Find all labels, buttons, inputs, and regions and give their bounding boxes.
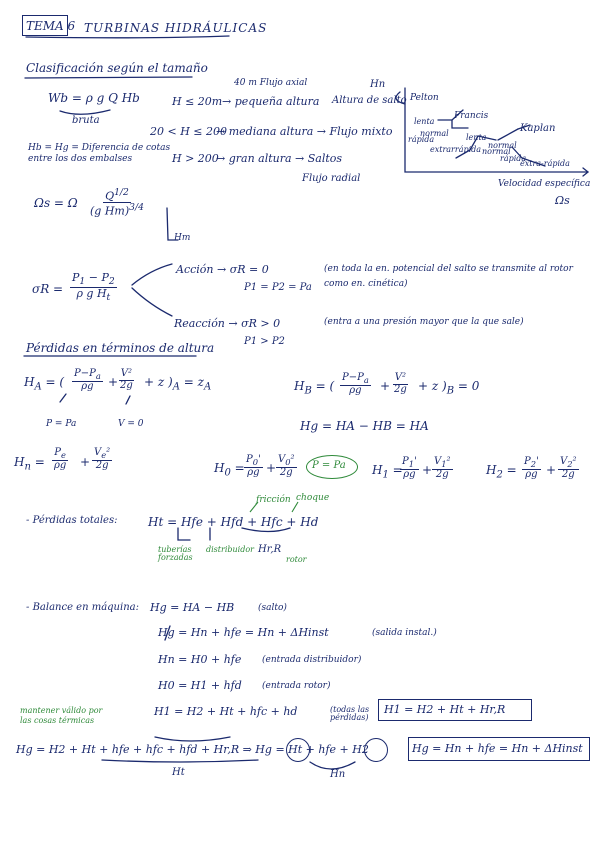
graph-y-axis-label: Hn [370,79,386,90]
ha-frac-1-num: $P-P_a$ [74,368,101,381]
h1-frac-1-num: $P_1'$ [402,456,417,469]
p-eq-pa-label: P = Pa [312,460,346,471]
omega-sub: Hm [174,233,191,243]
annot-choque: choque [296,493,330,503]
hn-frac-1-den: ρg [54,459,67,471]
graph-label-kaplan: Kaplan [520,123,556,134]
bruta-label: bruta [72,115,100,126]
h0-frac-2-den: 2g [279,466,293,478]
h0-lhs: $H_0$ = [214,461,245,479]
ha-sub-1: P = Pa [46,419,77,429]
h1-frac-1-den: ρg [403,468,416,480]
hb-frac-1 [340,373,371,396]
omega-s-lhs: Ωs = Ω [34,196,78,210]
annot-hr: Hr,R [258,544,282,555]
h2-circle [364,738,388,762]
annot-friccion: fricción [256,495,291,505]
hn-frac-2-num: $V_e^2$ [94,447,111,460]
balance-line-4: H0 = H1 + hfd [158,679,242,692]
hn-frac-1-num: $P_e$ [54,447,66,460]
hn-plus: + [80,455,91,469]
omega-den: (g Hm)$^{3/4}$ [90,202,144,218]
hb-definition: Hb = Hg = Diferencia de cotas entre los dos embalses [28,143,171,165]
hb-frac-2-den: 2g [394,383,407,395]
ha-frac-2 [118,369,135,391]
annot-tuberias: tuberías forzadas [158,545,193,562]
omega-s-fraction [88,188,146,217]
accion-sub: P1 = P2 = Pa [244,282,312,293]
balance-line-1-note: (salto) [258,603,287,613]
graph-x-axis-label: Velocidad específica [498,179,591,189]
hg-eq: Hg = HA − HB = HA [300,419,429,433]
hb-frac-2 [392,373,409,395]
sigma-num: $P_1 - P_2$ [72,271,115,288]
hb-lhs: $H_B$ = ( [294,379,335,397]
h2-frac-1 [522,457,541,480]
h0-frac-2 [276,455,297,478]
h0-frac-2-num: $V_0^2$ [278,454,295,467]
omega-num: $Q^{1/2}$ [105,187,129,203]
balance-line-1: Hg = HA − HB [150,601,235,614]
section-heading-clasificacion: Clasificación según el tamaño [26,61,208,75]
side-note: mantener válido por las cosas térmicas [20,706,103,726]
h2-frac-2-den: 2g [561,468,575,480]
hb-frac-1-num: $P-P_a$ [342,372,369,385]
balance-line-5: H1 = H2 + Ht + hfc + hd [154,705,298,718]
balance-line-3: Hn = H0 + hfe [158,653,242,666]
graph-label-normal: normal [420,129,449,138]
final-sub-ht: Ht [172,767,185,778]
graph-label-extrarrapida-2: extra-rápida [520,159,570,168]
hn-frac-2 [92,448,112,471]
h1-frac-1 [400,457,419,480]
h2-plus: + [546,463,557,477]
h2-lhs: $H_2$ = [486,463,517,481]
hn-lhs: $H_n$ = [14,455,45,473]
graph-label-normal-3: normal [488,141,517,150]
h0-frac-1-num: $P_0'$ [246,454,261,467]
flujo-radial-label: Flujo radial [302,173,361,184]
ha-sub-2: V = 0 [118,419,144,429]
altura-salto-label: Altura de salto [332,95,407,106]
wb-formula: Wb = ρ g Q Hb [48,91,140,105]
hb-frac-1-den: ρg [349,384,362,396]
final-boxed-text: Hg = Hn + hfe = Hn + ΔHinst [412,742,583,755]
balance-label: - Balance en máquina: [26,602,139,613]
sigma-r-fraction [70,272,117,303]
range-1-cond: H ≤ 20m [172,95,223,108]
ha-plus: + [108,375,119,389]
topic-label: TEMA 6 [26,19,76,33]
range-3-result: → gran altura → Saltos [216,152,343,165]
ha-lhs: $H_A$ = ( [24,375,65,393]
graph-label-normal-2: normal [482,147,511,156]
balance-label-text: Balance en máquina: [32,602,139,613]
balance-line-5-note: (todas las pérdidas) [330,705,370,722]
reaccion-line: Reacción → σR > 0 [174,317,281,330]
reaccion-note: (entra a una presión mayor que la que sale) [324,317,524,327]
final-eq: Hg = H2 + Ht + hfe + hfc + hfd + Hr,R ⇒ Hg = Ht + hfe + H2 [16,743,369,756]
perdidas-totales-eq: Ht = Hfe + Hfd + Hfc + Hd [148,515,319,529]
note-top: 40 m Flujo axial [234,78,308,88]
hn-frac-1 [52,448,68,471]
section-heading-perdidas: Pérdidas en términos de altura [26,341,215,355]
h1-lhs: $H_1$ = [372,463,403,481]
range-2-cond: 20 < H ≤ 200 [150,125,228,138]
graph-x-axis-symbol: Ωs [555,194,570,207]
hb-plus: + [380,379,391,393]
range-3-cond: H > 200 [172,152,219,165]
perdidas-totales-text: Pérdidas totales: [32,515,118,526]
balance-line-2: Hg = Hn + hfe = Hn + ΔHinst [158,626,329,639]
h0-plus: + [266,461,277,475]
graph-label-pelton: Pelton [410,93,439,103]
hn-frac-2-den: 2g [95,459,109,471]
range-2-result: → mediana altura → Flujo mixto [216,125,393,138]
graph-label-francis: Francis [454,111,489,121]
annot-distribuidor: distribuidor [206,545,254,554]
ha-frac-1 [72,369,103,392]
balance-line-4-note: (entrada rotor) [262,681,331,691]
annot-rotor: rotor [286,555,307,564]
accion-note: (en toda la en. potencial del salto se transmite al rotor como en. cinética) [324,264,573,290]
h2-frac-2 [558,457,579,480]
h1-frac-2-num: $V_1^2$ [434,456,451,469]
range-1-result: → pequeña altura [222,95,320,108]
h2-frac-2-num: $V_2^2$ [560,456,577,469]
h2-frac-1-den: ρg [525,468,538,480]
boxed-h1-text: H1 = H2 + Ht + Hr,R [384,703,506,716]
balance-line-3-note: (entrada distribuidor) [262,655,362,665]
balance-line-2-note: (salida instal.) [372,628,437,638]
reaccion-sub: P1 > P2 [244,336,285,347]
h1-frac-2-den: 2g [435,468,449,480]
page-title: TURBINAS HIDRÁULICAS [84,21,268,35]
accion-line: Acción → σR = 0 [176,263,269,276]
ha-rhs: + z )$_A = z_A$ [144,375,212,393]
h1-frac-2 [432,457,453,480]
graph-label-lenta-2: lenta [466,133,487,142]
sigma-den: ρ g $H_t$ [76,286,111,303]
graph-label-extrarrapida: extrarrápida [430,145,482,154]
graph-label-lenta: lenta [414,117,435,126]
h0-frac-1 [244,455,263,478]
graph-label-rapida-2: rápida [500,154,527,163]
h0-frac-1-den: ρg [247,466,260,478]
ha-frac-2-den: 2g [120,379,133,391]
h1-plus: + [422,463,433,477]
hb-frac-2-num: V² [394,372,406,383]
sigma-r-lhs: σR = [32,282,64,296]
ha-frac-1-den: ρg [81,380,94,392]
ha-frac-2-num: V² [120,368,132,379]
perdidas-totales-label: - Pérdidas totales: [26,515,118,526]
h2-frac-1-num: $P_2'$ [524,456,539,469]
graph-label-rapida: rápida [408,135,435,144]
hb-rhs: + z )$_B = 0$ [418,379,480,397]
final-sub-hn: Hn [330,769,346,780]
ht-circle [286,738,310,762]
